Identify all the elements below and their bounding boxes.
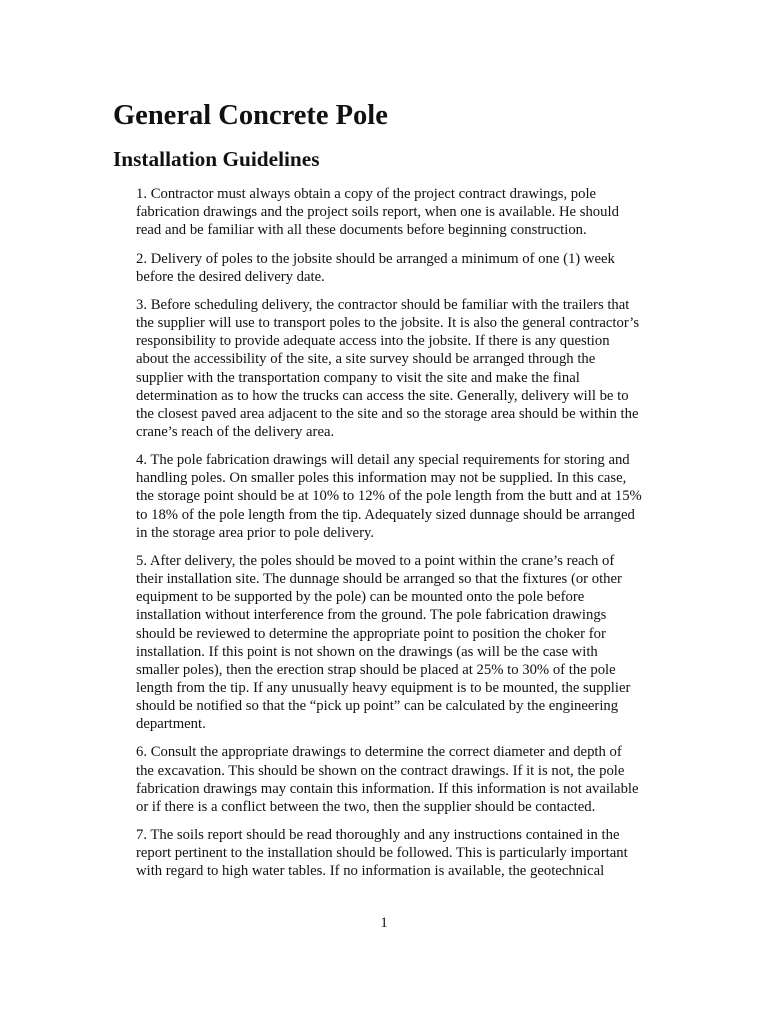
paragraph-line: department. (136, 716, 206, 733)
document-body (136, 185, 656, 891)
paragraph-line: 1. Contractor must always obtain a copy of the project contract drawings, pole (136, 186, 597, 202)
paragraph-line: in the storage area prior to pole delivery. (136, 524, 375, 541)
paragraph-line: responsibility to provide adequate access into the jobsite. If there is any question (136, 333, 610, 350)
page-number: 1 (380, 915, 388, 931)
paragraph-line: the excavation. This should be shown on the contract drawings. If it is not, the pole (136, 762, 625, 779)
paragraph-line: determination as to how the trucks can access the site. Generally, delivery will be to (136, 387, 629, 404)
document-title: General Concrete Pole (113, 100, 388, 131)
paragraph-line: about the accessibility of the site, a site survey should be arranged through the (136, 351, 596, 368)
paragraph-line: to 18% of the pole length from the tip. Adequately sized dunnage should be arranged (136, 506, 635, 523)
paragraph-line: 6. Consult the appropriate drawings to determine the correct diameter and depth of (136, 744, 622, 761)
paragraph-1 (136, 185, 656, 239)
paragraph-line: 3. Before scheduling delivery, the contractor should be familiar with the trailers that (136, 297, 630, 313)
paragraph-line: report pertinent to the installation should be followed. This is particularly important (136, 845, 628, 862)
paragraph-3 (136, 296, 656, 441)
paragraph-line: fabrication drawings and the project soils report, when one is available. He should (136, 204, 619, 221)
paragraph-line: 7. The soils report should be read thoroughly and any instructions contained in the (136, 827, 620, 844)
paragraph-line: crane’s reach of the delivery area. (136, 423, 335, 440)
paragraph-2 (136, 250, 656, 286)
paragraph-line: or if there is a conflict between the two, then the supplier should be contacted. (136, 798, 596, 815)
paragraph-line: the storage point should be at 10% to 12% of the pole length from the butt and at 15% (136, 488, 642, 505)
paragraph-line: with regard to high water tables. If no information is available, the geotechnical (136, 863, 605, 880)
paragraph-5 (136, 552, 656, 733)
paragraph-line: installation. If this point is not shown on the drawings (as will be the case with (136, 643, 598, 660)
paragraph-7 (136, 826, 656, 880)
paragraph-line: the closest paved area adjacent to the site and so the storage area should be within the (136, 405, 639, 422)
paragraph-line: installation without interference from the ground. The pole fabrication drawings (136, 607, 607, 624)
paragraph-line: equipment to be supported by the pole) can be mounted onto the pole before (136, 589, 585, 606)
paragraph-4 (136, 451, 656, 542)
paragraph-line: supplier with the transportation company to visit the site and make the final (136, 369, 580, 386)
paragraph-line: their installation site. The dunnage should be arranged so that the fixtures (or other (136, 571, 622, 588)
paragraph-line: should be reviewed to determine the appropriate point to position the choker for (136, 625, 606, 642)
paragraph-line: read and be familiar with all these documents before beginning construction. (136, 222, 587, 239)
paragraph-line: should be notified so that the “pick up point” can be calculated by the engineering (136, 698, 619, 714)
paragraph-line: 5. After delivery, the poles should be moved to a point within the crane’s reach of (136, 553, 615, 569)
paragraph-line: the supplier will use to transport poles to the jobsite. It is also the general contractor’s (136, 315, 640, 332)
paragraph-line: handling poles. On smaller poles this information may not be supplied. In this case, (136, 470, 627, 487)
paragraph-line: length from the tip. If any unusually heavy equipment is to be mounted, the supplier (136, 679, 631, 696)
paragraph-line: smaller poles), then the erection strap should be placed at 25% to 30% of the pole (136, 661, 616, 678)
document-subtitle: Installation Guidelines (113, 147, 320, 171)
paragraph-6 (136, 743, 656, 816)
paragraph-line: before the desired delivery date. (136, 268, 325, 285)
paragraph-line: 2. Delivery of poles to the jobsite should be arranged a minimum of one (1) week (136, 250, 615, 267)
paragraph-line: fabrication drawings may contain this information. If this information is not available (136, 780, 639, 797)
paragraph-line: 4. The pole fabrication drawings will detail any special requirements for storing and (136, 452, 630, 469)
